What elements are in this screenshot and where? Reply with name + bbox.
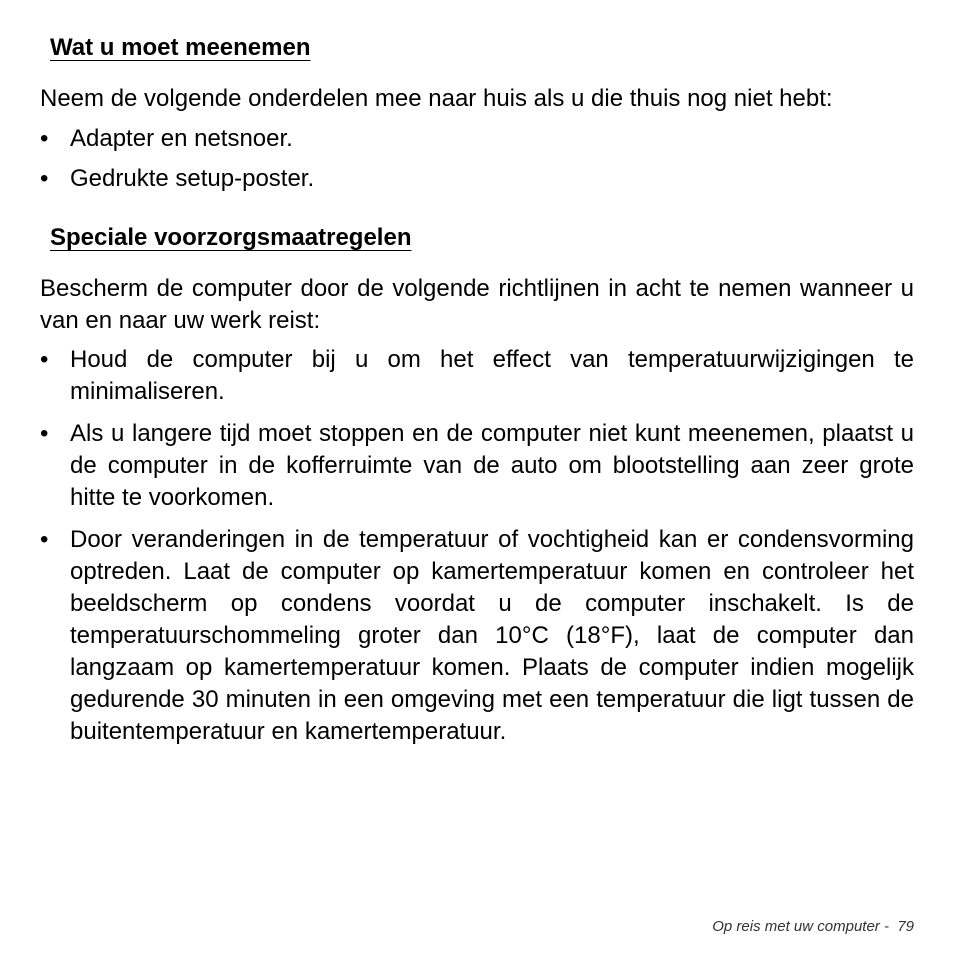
list-item xyxy=(40,123,914,155)
page-footer xyxy=(712,918,914,935)
bullet-icon: • xyxy=(40,125,49,152)
list-item-text: Gedrukte setup-poster. xyxy=(70,165,315,192)
bullet-icon: • xyxy=(40,346,49,373)
bullet-icon: • xyxy=(40,165,49,192)
list-item xyxy=(40,344,914,408)
list-item-text: Als u langere tijd moet stoppen en de computer niet kunt meenemen, plaatst u de computer in de kofferruimte van de auto om blootstelling aan zeer grote hitte te voorkomen. xyxy=(70,420,914,511)
bullet-list-precautions xyxy=(40,344,914,758)
page-number: 79 xyxy=(897,918,914,935)
section-heading-speciale-voorzorgsmaatregelen: Speciale voorzorgsmaatregelen xyxy=(50,224,412,251)
footer-section-title: Op reis met uw computer - xyxy=(712,918,889,935)
list-item-text: Houd de computer bij u om het effect van temperatuurwijzigingen te minimaliseren. xyxy=(70,346,914,405)
list-item xyxy=(40,163,914,195)
list-item-text: Adapter en netsnoer. xyxy=(70,125,293,152)
list-item xyxy=(40,418,914,514)
section-heading-wat-u-moet-meenemen: Wat u moet meenemen xyxy=(50,34,311,61)
section-intro-paragraph: Neem de volgende onderdelen mee naar huis als u die thuis nog niet hebt: xyxy=(40,85,833,112)
bullet-list-items-to-bring xyxy=(40,123,914,203)
bullet-icon: • xyxy=(40,420,49,447)
section-intro-paragraph: Bescherm de computer door de volgende richtlijnen in acht te nemen wanneer u van en naar uw werk reist: xyxy=(40,275,914,334)
list-item-text: Door veranderingen in de temperatuur of vochtigheid kan er condensvorming optreden. Laat de computer op kamertemperatuur komen en controleer het beeldscherm op condens voordat u de computer inschakelt. Is de temperatuurschommeling groter dan 10°C (18°F), laat de computer dan langzaam op kamertemperatuur komen. Plaats de computer indien mogelijk gedurende 30 minuten in een omgeving met een temperatuur die ligt tussen de buitentemperatuur en kamertemperatuur. xyxy=(70,526,914,745)
bullet-icon: • xyxy=(40,526,49,553)
list-item xyxy=(40,524,914,748)
